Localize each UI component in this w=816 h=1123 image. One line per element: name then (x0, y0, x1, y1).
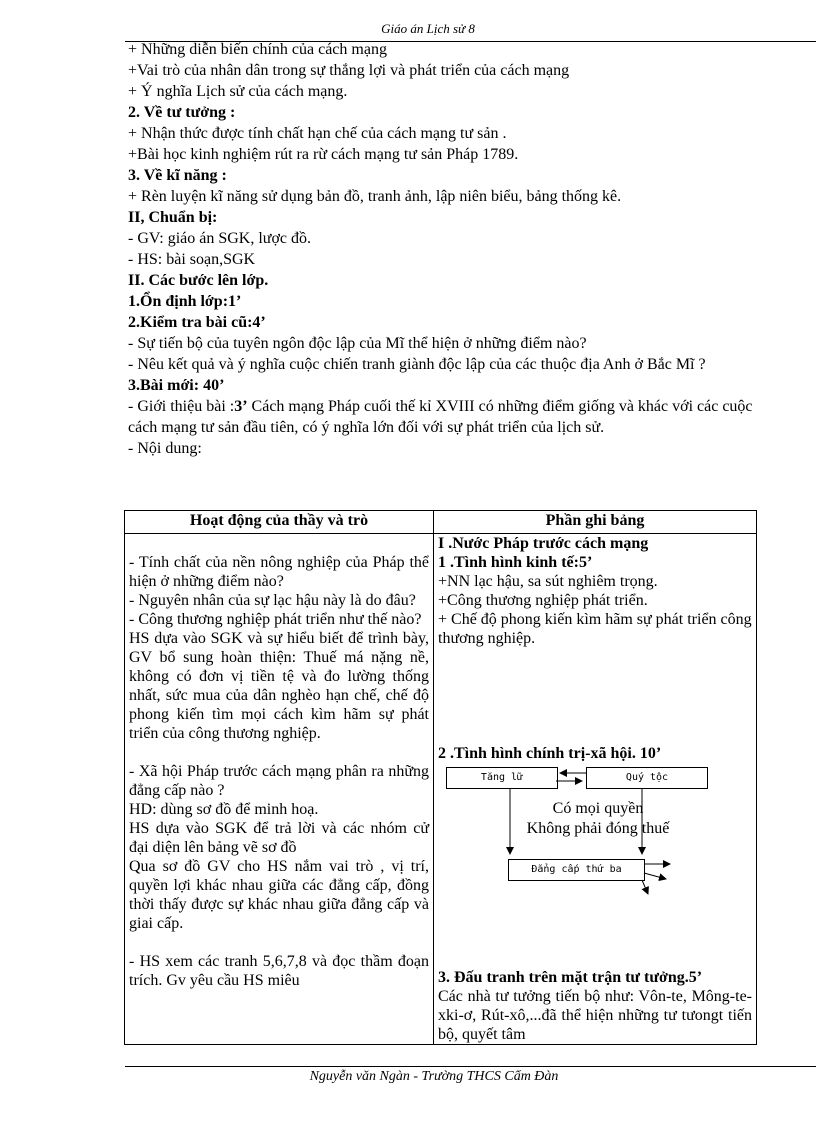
economy-point: +NN lạc hậu, sa sút nghiêm trọng. (438, 573, 658, 590)
economy-point: +Công thương nghiệp phát triển. (438, 592, 648, 609)
prep-line: - GV: giáo án SGK, lược đồ. (128, 230, 312, 247)
step-heading: 1.Ổn định lớp:1’ (128, 293, 242, 310)
intro-line: + Những diễn biến chính của cách mạng (128, 41, 387, 58)
intro-time: 3’ (234, 398, 248, 415)
activity-text: - HS xem các tranh 5,6,7,8 và đọc thầm đoạn trích. Gv yêu cầu HS miêu (129, 953, 429, 989)
thought-struggle-text: Các nhà tư tưởng tiến bộ như: Vôn-te, Mông-te-xki-ơ, Rút-xô,...đã thể hiện những tư tưongt tiến bộ, quyết tâm (438, 988, 752, 1043)
page-footer: Nguyễn văn Ngàn - Trường THCS Cẩm Đàn (309, 1069, 559, 1084)
check-question: - Nêu kết quả và ý nghĩa cuộc chiến tranh giành độc lập của các thuộc địa Anh ở Bắc Mĩ ? (128, 356, 706, 373)
diagram-box-nobility: Quý tộc (586, 767, 708, 789)
board-heading-economy: 1 .Tình hình kinh tế:5’ (438, 554, 593, 571)
footer-divider (125, 1066, 816, 1067)
board-heading-politics: 2 .Tình hình chính trị-xã hội. 10’ (438, 745, 662, 762)
board-heading-thought: 3. Đấu tranh trên mặt trận tư tưởng.5’ (438, 969, 703, 986)
board-cell (434, 534, 757, 1045)
column-header-board: Phần ghi bảng (434, 511, 757, 534)
board-heading-1: I .Nước Pháp trước cách mạng (438, 535, 649, 552)
thought-line: +Bài học kinh nghiệm rút ra rừ cách mạng tư sản Pháp 1789. (128, 146, 519, 163)
section-heading-prep: II, Chuẩn bị: (128, 209, 218, 226)
activity-question: - Công thương nghiệp phát triển như thế nào? (129, 611, 422, 628)
diagram-note-rights: Có mọi quyền (552, 800, 644, 817)
check-question: - Sự tiến bộ của tuyên ngôn độc lập của Mĩ thể hiện ở những điểm nào? (128, 335, 587, 352)
prep-line: - HS: bài soạn,SGK (128, 251, 256, 268)
activities-cell (125, 534, 434, 1045)
activity-question: - Nguyên nhân của sự lạc hậu này là do đâu? (129, 592, 416, 609)
activity-question: - Xã hội Pháp trước cách mạng phân ra những đẳng cấp nào ? (129, 763, 429, 799)
section-heading-thought: 2. Về tư tưởng : (128, 104, 236, 121)
activity-text: Qua sơ đồ GV cho HS nắm vai trò , vị trí, quyền lợi khác nhau giữa các đẳng cấp, đồng thời thấy được sự khác nhau giữa đẳng cấp và giai cấp. (129, 858, 429, 932)
activity-text: HS dựa vào SGK và sự hiểu biết để trình bày, GV bổ sung hoàn thiện: Thuế má nặng nề, không có đơn vị tiền tệ và đo lường thống nhất, sức mua của dân nghèo hạn chế, chế độ phong kiến tìm mọi cách kìm hãm sự phát triển của công thương nghiệp. (129, 630, 429, 742)
lesson-table (124, 510, 757, 1045)
intro-paragraph (128, 396, 758, 438)
step-heading: 2.Kiểm tra bài cũ:4’ (128, 314, 266, 331)
intro-line: + Ý nghĩa Lịch sử của cách mạng. (128, 83, 348, 100)
step-heading: 3.Bài mới: 40’ (128, 377, 225, 394)
diagram-note-tax: Không phải đóng thuế (526, 820, 670, 837)
skill-line: + Rèn luyện kĩ năng sử dụng bản đồ, tranh ảnh, lập niên biểu, bảng thống kê. (128, 188, 622, 205)
activity-question: - Tính chất của nền nông nghiệp của Pháp thể hiện ở những điểm nào? (129, 554, 429, 590)
column-header-activities: Hoạt động của thầy và trò (125, 511, 434, 534)
document-body (128, 39, 758, 459)
activity-text: HD: dùng sơ đồ để minh hoạ. (129, 801, 319, 818)
intro-text: Cách mạng Pháp cuối thế kỉ XVIII có những điểm giống và khác với các cuộc cách mạng tư sản đầu tiên, có ý nghĩa lớn đối với sự phát triển của lịch sử. (128, 398, 753, 436)
section-heading-skill: 3. Về kĩ năng : (128, 167, 227, 184)
economy-point: + Chế độ phong kiến kìm hãm sự phát triển công thương nghiệp. (438, 611, 752, 647)
intro-line: +Vai trò của nhân dân trong sự thắng lợi và phát triển của cách mạng (128, 62, 570, 79)
diagram-arrows (438, 763, 743, 968)
diagram-box-clergy: Tăng lữ (446, 767, 558, 789)
activity-text: HS dựa vào SGK để trả lời và các nhóm cử đại diện lên bảng vẽ sơ đồ (129, 820, 429, 856)
content-label: - Nội dung: (128, 440, 202, 457)
section-heading-steps: II. Các bước lên lớp. (128, 272, 269, 289)
estates-diagram (438, 763, 743, 968)
diagram-box-third-estate: Đẳng cấp thứ ba (508, 859, 645, 881)
thought-line: + Nhận thức được tính chất hạn chế của cách mạng tư sản . (128, 125, 507, 142)
intro-prefix: - Giới thiệu bài : (128, 398, 235, 415)
page-header: Giáo án Lịch sử 8 (381, 21, 475, 36)
